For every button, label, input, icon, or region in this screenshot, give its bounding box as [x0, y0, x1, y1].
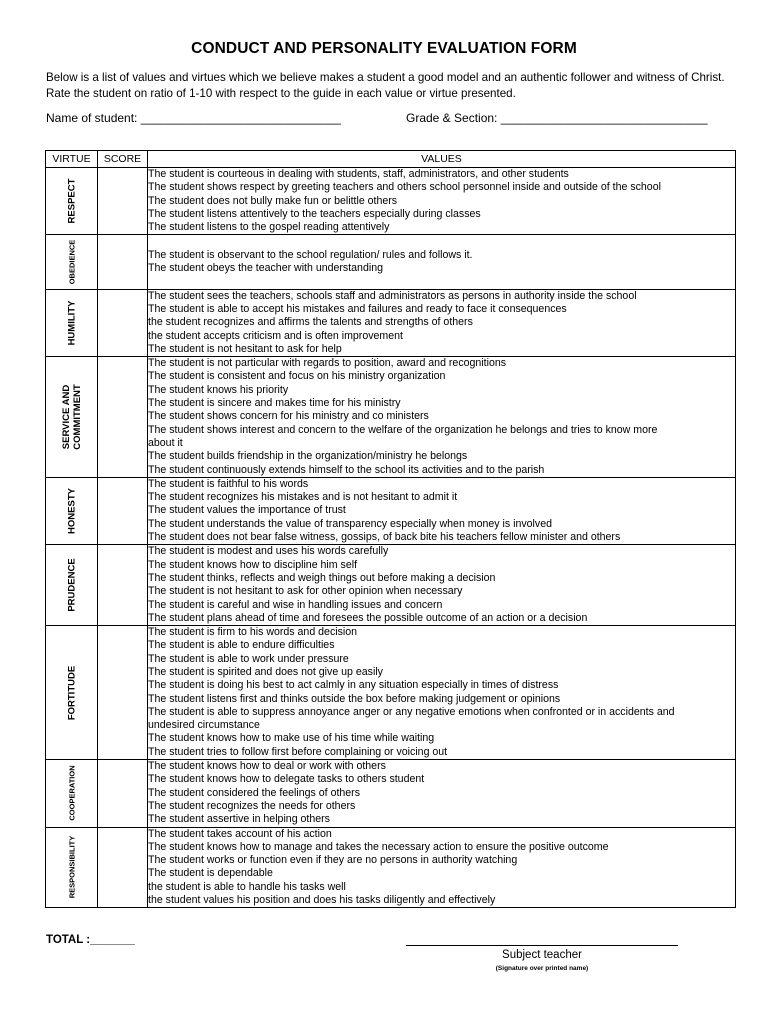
value-item: The student is modest and uses his words carefully — [148, 545, 389, 558]
value-item: The student builds friendship in the organization/ministry he belongs — [148, 450, 468, 463]
value-item: The student is able to endure difficulties — [148, 639, 335, 652]
value-item: the student recognizes and affirms the talents and strengths of others — [148, 316, 473, 329]
table-row — [46, 760, 736, 827]
table-header-row — [46, 151, 736, 168]
value-item: The student is not hesitant to ask for help — [148, 342, 342, 355]
value-item: The student is able to suppress annoyance anger or any negative emotions when confronted or in accidents and — [148, 705, 675, 718]
values-cell — [148, 289, 736, 356]
value-item: The student continuously extends himself to the school its activities and to the parish — [148, 463, 545, 476]
score-cell[interactable] — [98, 168, 148, 235]
table-row — [46, 235, 736, 289]
value-item: The student plans ahead of time and foresees the possible outcome of an action or a decision — [148, 611, 588, 624]
table-row — [46, 545, 736, 626]
value-item: The student obeys the teacher with understanding — [148, 262, 383, 275]
value-item: The student is courteous in dealing with students, staff, administrators, and other students — [148, 168, 569, 180]
values-cell — [148, 357, 736, 478]
value-item: The student knows how to delegate tasks to others student — [148, 773, 425, 786]
virtue-label: PRUDENCE — [66, 558, 77, 612]
values-cell — [148, 760, 736, 827]
signature-line — [406, 945, 678, 946]
table-row — [46, 289, 736, 356]
virtue-label: FORTITUDE — [66, 665, 77, 720]
virtue-cell — [46, 545, 98, 626]
value-item — [148, 235, 735, 248]
values-cell — [148, 545, 736, 626]
table-row — [46, 477, 736, 544]
virtue-label: OBEDIENCE — [67, 239, 76, 285]
virtue-cell — [46, 357, 98, 478]
score-cell[interactable] — [98, 760, 148, 827]
student-name-field: Name of student: ______________________________ — [46, 111, 341, 125]
value-item: The student works or function even if they are no persons in authority watching — [148, 854, 518, 867]
value-item: The student values the importance of trust — [148, 504, 346, 517]
value-item: The student does not bully make fun or belittle others — [148, 194, 398, 207]
value-item: The student is faithful to his words — [148, 477, 309, 490]
value-item: The student knows how to make use of his time while waiting — [148, 732, 435, 745]
virtue-cell — [46, 760, 98, 827]
value-item: The student understands the value of transparency especially when money is involved — [148, 517, 552, 530]
value-item: The student is able to accept his mistakes and failures and ready to face it consequences — [148, 302, 567, 315]
table-body — [46, 168, 736, 908]
table-row — [46, 827, 736, 908]
value-item: The student assertive in helping others — [148, 813, 330, 826]
value-item: The student is dependable — [148, 867, 273, 880]
grade-section-field: Grade & Section: _______________________________ — [406, 111, 708, 125]
value-item: The student is spirited and does not give up easily — [148, 665, 383, 678]
virtue-cell — [46, 289, 98, 356]
value-item: The student knows how to discipline him self — [148, 558, 358, 571]
total-field: TOTAL :_______ — [46, 934, 135, 946]
table-row — [46, 357, 736, 478]
value-item: The student considered the feelings of others — [148, 786, 361, 799]
value-item: The student recognizes his mistakes and is not hesitant to admit it — [148, 491, 458, 504]
score-cell[interactable] — [98, 357, 148, 478]
value-item: The student sees the teachers, schools staff and administrators as persons in authority inside the school — [148, 289, 637, 302]
value-item: The student knows how to manage and takes the necessary action to ensure the positive outcome — [148, 840, 609, 853]
value-item: The student is careful and wise in handling issues and concern — [148, 598, 443, 611]
value-item: The student recognizes the needs for others — [148, 799, 356, 812]
virtue-label — [61, 384, 83, 449]
value-item: The student is observant to the school regulation/ rules and follows it. — [148, 248, 473, 261]
virtue-label: COOPERATION — [67, 765, 76, 821]
values-header: VALUES — [148, 151, 736, 168]
score-cell[interactable] — [98, 545, 148, 626]
value-item: The student is sincere and makes time for his ministry — [148, 397, 401, 410]
virtue-cell — [46, 168, 98, 235]
value-item: The student takes account of his action — [148, 827, 332, 840]
virtue-cell — [46, 827, 98, 908]
form-intro: Below is a list of values and virtues which we believe makes a student a good model and an authentic follower and witness of Christ. Rate the student on ratio of 1-10 with respect to the guide in each value or virtue presented. — [46, 71, 725, 100]
virtue-label: RESPONSIBILITY — [67, 836, 76, 899]
value-item: the student is able to handle his tasks well — [148, 880, 346, 893]
value-item: The student does not bear false witness, gossips, of back bite his teachers fellow minister and others — [148, 531, 621, 544]
values-cell — [148, 477, 736, 544]
value-item: The student knows how to deal or work with others — [148, 760, 386, 773]
virtue-label-line: SERVICE AND — [60, 384, 72, 450]
value-item: The student listens to the gospel reading attentively — [148, 221, 390, 234]
virtue-cell — [46, 477, 98, 544]
signature-note: (Signature over printed name) — [495, 965, 589, 972]
values-cell — [148, 626, 736, 760]
score-cell[interactable] — [98, 477, 148, 544]
score-header: SCORE — [98, 151, 148, 168]
value-item: the student values his position and does his tasks diligently and effectively — [148, 894, 496, 907]
values-cell — [148, 168, 736, 235]
virtue-label: HONESTY — [66, 488, 77, 535]
virtue-cell — [46, 626, 98, 760]
values-cell — [148, 235, 736, 289]
subject-teacher-label: Subject teacher — [502, 949, 582, 961]
value-item: undesired circumstance — [148, 719, 260, 732]
virtue-cell — [46, 235, 98, 289]
value-item: The student knows his priority — [148, 383, 289, 396]
value-item: the student accepts criticism and is often improvement — [148, 329, 403, 342]
value-item — [148, 275, 735, 288]
value-item: The student is firm to his words and decision — [148, 626, 358, 639]
virtue-label-line: COMMITMENT — [71, 384, 83, 450]
form-title: CONDUCT AND PERSONALITY EVALUATION FORM — [191, 40, 577, 57]
value-item: The student is doing his best to act calmly in any situation especially in times of distress — [148, 679, 559, 692]
score-cell[interactable] — [98, 289, 148, 356]
value-item: The student is able to work under pressure — [148, 652, 349, 665]
virtue-label: HUMILITY — [66, 300, 77, 346]
value-item: The student is not particular with regards to position, award and recognitions — [148, 357, 507, 370]
value-item: The student thinks, reflects and weigh things out before making a decision — [148, 571, 496, 584]
value-item: The student listens attentively to the teachers especially during classes — [148, 207, 481, 220]
score-cell[interactable] — [98, 827, 148, 908]
value-item: The student is not hesitant to ask for other opinion when necessary — [148, 585, 463, 598]
values-cell — [148, 827, 736, 908]
value-item: about it — [148, 436, 183, 449]
evaluation-table — [45, 150, 736, 908]
value-item: The student tries to follow first before complaining or voicing out — [148, 745, 448, 758]
value-item: The student shows interest and concern to the welfare of the organization he belongs and tries to know more — [148, 423, 658, 436]
score-cell[interactable] — [98, 626, 148, 760]
value-item: The student shows respect by greeting teachers and others school personnel inside and outside of the school — [148, 181, 661, 194]
virtue-label: RESPECT — [66, 178, 77, 224]
value-item: The student shows concern for his ministry and co ministers — [148, 410, 429, 423]
value-item: The student is consistent and focus on his ministry organization — [148, 370, 446, 383]
virtue-header: VIRTUE — [46, 151, 98, 168]
value-item: The student listens first and thinks outside the box before making judgement or opinions — [148, 692, 561, 705]
table-row — [46, 626, 736, 760]
score-cell[interactable] — [98, 235, 148, 289]
table-row — [46, 168, 736, 235]
